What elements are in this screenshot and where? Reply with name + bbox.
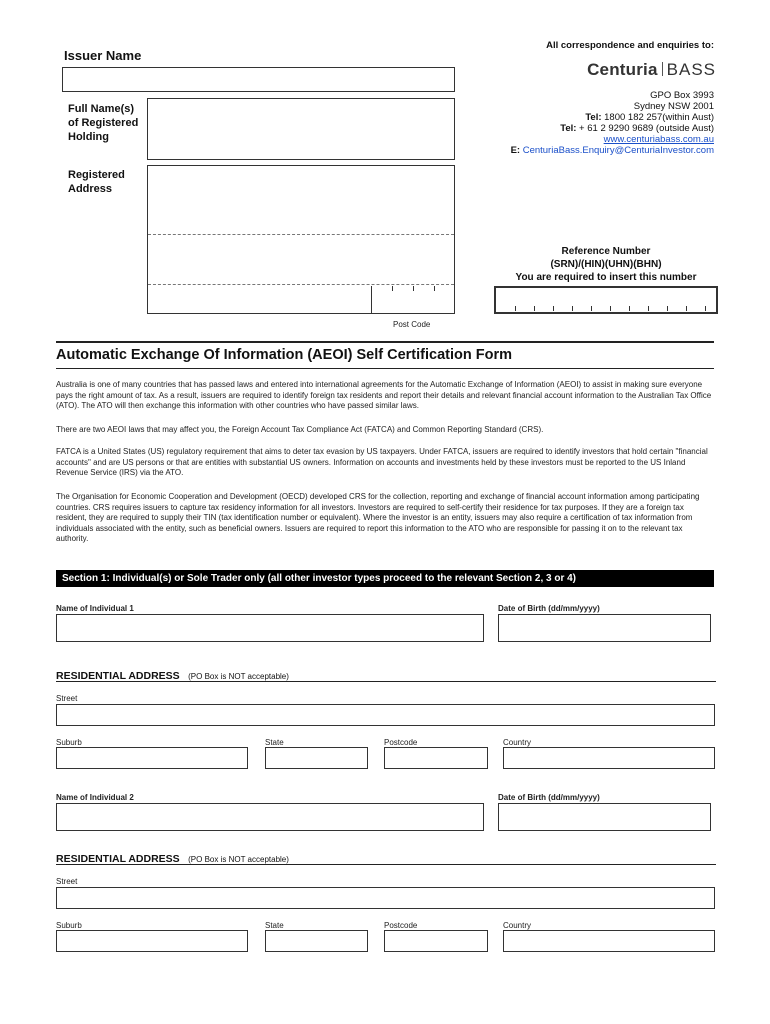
individual-2-state-input[interactable] xyxy=(265,930,368,952)
contact-po-box: GPO Box 3993 xyxy=(650,90,714,101)
post-code-label: Post Code xyxy=(393,320,431,329)
reference-number-field[interactable] xyxy=(494,286,718,314)
section-1-header: Section 1: Individual(s) or Sole Trader only (all other investor types proceed to the relevant Section 2, 3 or 4) xyxy=(56,570,714,587)
individual-1-state-input[interactable] xyxy=(265,747,368,769)
intro-paragraph-1: Australia is one of many countries that has passed laws and entered into international agreements for the Automatic Exchange of Information (AEOI) to assist in making sure everyone pays the right amount of tax. As a result, issuers are required to identify foreign tax residents and report their details and relevant financial account information to the Australian Tax Office (ATO). The ATO will then exchange this information with other countries who have passed similar laws. xyxy=(56,380,712,410)
individual-2-street-label: Street xyxy=(56,877,78,886)
individual-2-dob-label: Date of Birth (dd/mm/yyyy) xyxy=(498,793,600,802)
individual-1-name-label: Name of Individual 1 xyxy=(56,604,134,613)
address-line-divider xyxy=(148,284,454,285)
address-line-divider xyxy=(148,234,454,235)
issuer-name-field[interactable] xyxy=(62,67,455,92)
contact-tel-2: Tel: + 61 2 9290 9689 (outside Aust) xyxy=(560,123,714,134)
contact-email: E: CenturiaBass.Enquiry@CenturiaInvestor.com xyxy=(510,145,714,156)
individual-1-address-rule xyxy=(56,681,716,682)
individual-2-name-label: Name of Individual 2 xyxy=(56,793,134,802)
full-names-field[interactable] xyxy=(147,98,455,160)
issuer-name-label: Issuer Name xyxy=(64,48,142,63)
individual-1-country-label: Country xyxy=(503,738,532,747)
individual-1-postcode-label: Postcode xyxy=(384,738,418,747)
individual-2-street-input[interactable] xyxy=(56,887,715,909)
individual-1-dob-label: Date of Birth (dd/mm/yyyy) xyxy=(498,604,600,613)
website-link[interactable]: www.centuriabass.com.au xyxy=(603,134,714,145)
reference-number-label: Reference Number (SRN)/(HIN)(UHN)(BHN) You are required to insert this number xyxy=(515,246,697,283)
contact-city: Sydney NSW 2001 xyxy=(633,101,714,112)
title-top-rule xyxy=(56,341,714,343)
individual-2-postcode-label: Postcode xyxy=(384,921,418,930)
individual-1-suburb-label: Suburb xyxy=(56,738,82,747)
individual-2-suburb-input[interactable] xyxy=(56,930,248,952)
contact-tel-1: Tel: 1800 182 257(within Aust) xyxy=(585,112,714,123)
individual-1-country-input[interactable] xyxy=(503,747,715,769)
intro-paragraph-2: There are two AEOI laws that may affect you, the Foreign Account Tax Compliance Act (FATCA) and Common Reporting Standard (CRS). xyxy=(56,425,544,434)
email-link[interactable]: CenturiaBass.Enquiry@CenturiaInvestor.com xyxy=(522,145,714,156)
individual-1-suburb-input[interactable] xyxy=(56,747,248,769)
individual-1-dob-input[interactable] xyxy=(498,614,711,642)
individual-1-state-label: State xyxy=(265,738,284,747)
title-bottom-rule xyxy=(56,368,714,369)
intro-paragraph-4: The Organisation for Economic Cooperation and Development (OECD) developed CRS for the collection, reporting and exchange of financial account information among participating countries. CRS requires issuers to capture tax residency information for all investors. Investors are required to self-certify their residence for tax purposes. If they are a foreign tax resident, they are required to supply their TIN (tax identification number or equivalent). Where the investor is an entity, issuers may also require a certification of tax information from individuals associated with the entity, such as beneficial owners. Issuers are required to report this information to the ATO who are responsible for passing it on to the relevant tax authority. xyxy=(56,492,700,543)
individual-2-state-label: State xyxy=(265,921,284,930)
individual-1-name-input[interactable] xyxy=(56,614,484,642)
post-code-field[interactable] xyxy=(371,286,455,314)
intro-paragraph-3: FATCA is a United States (US) regulatory requirement that aims to deter tax evasion by US taxpayers. Under FATCA, issuers are required to identify investors that hold certain "financial accounts" and are US persons or that are entities with substantial US owners. Information on accounts and investments held by these investors must be reported to the US Inland Revenue Service (IRS) via the ATO. xyxy=(56,447,708,477)
individual-2-address-rule xyxy=(56,864,716,865)
individual-2-country-label: Country xyxy=(503,921,532,930)
form-title: Automatic Exchange Of Information (AEOI) Self Certification Form xyxy=(56,347,512,363)
individual-1-street-label: Street xyxy=(56,694,78,703)
individual-2-dob-input[interactable] xyxy=(498,803,711,831)
individual-1-postcode-input[interactable] xyxy=(384,747,488,769)
individual-2-country-input[interactable] xyxy=(503,930,715,952)
individual-2-postcode-input[interactable] xyxy=(384,930,488,952)
full-names-label: Full Name(s) of Registered Holding xyxy=(68,103,139,143)
individual-1-address-heading: RESIDENTIAL ADDRESS (PO Box is NOT acceptable) xyxy=(56,670,289,682)
registered-address-label: Registered Address xyxy=(68,169,125,195)
individual-1-street-input[interactable] xyxy=(56,704,715,726)
individual-2-name-input[interactable] xyxy=(56,803,484,831)
centuria-bass-logo: Centuria BASS xyxy=(587,60,716,79)
individual-2-suburb-label: Suburb xyxy=(56,921,82,930)
correspondence-label: All correspondence and enquiries to: xyxy=(546,40,714,51)
individual-2-address-heading: RESIDENTIAL ADDRESS (PO Box is NOT acceptable) xyxy=(56,853,289,865)
